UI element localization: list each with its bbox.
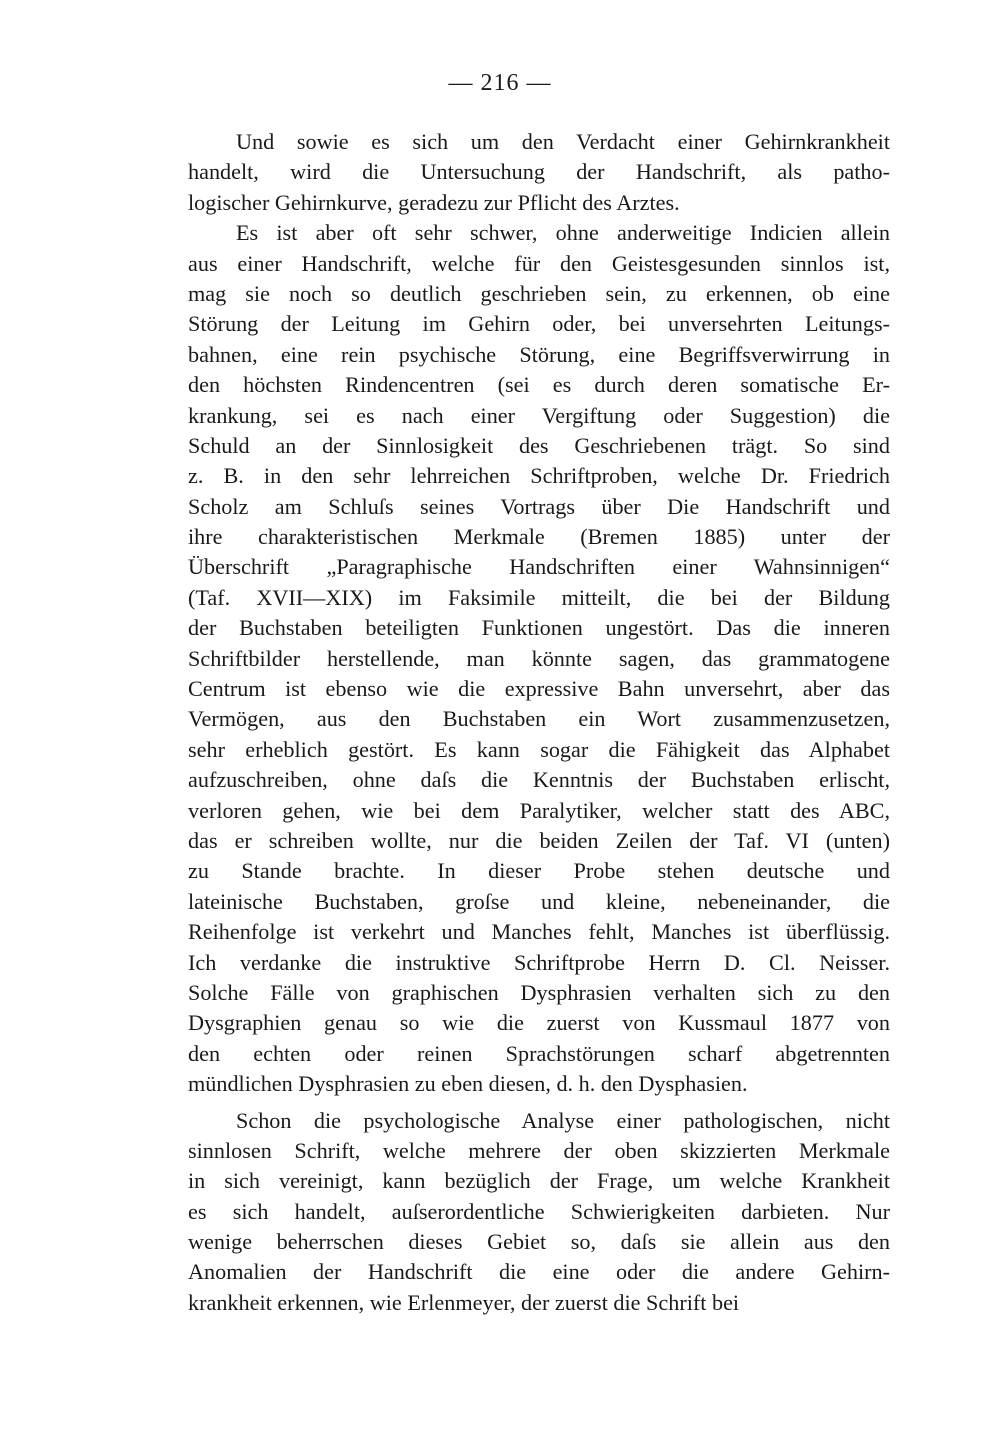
text-line: den echten oder reinen Sprachstörungen scharf abgetrennten <box>188 1040 890 1066</box>
text-line: Centrum ist ebenso wie die expressive Bahn unversehrt, aber das <box>188 676 890 702</box>
paragraph <box>188 127 890 218</box>
text-line: zu Stande brachte. In dieser Probe stehen deutsche und <box>188 858 890 884</box>
text-line: sehr erheblich gestört. Es kann sogar die Fähigkeit das Alphabet <box>188 736 890 762</box>
paragraph <box>188 1106 890 1319</box>
text-line: in sich vereinigt, kann bezüglich der Frage, um welche Krankheit <box>188 1168 890 1194</box>
text-line: logischer Gehirnkurve, geradezu zur Pflicht des Arztes. <box>188 189 680 215</box>
text-body <box>188 127 890 1318</box>
text-line: ihre charakteristischen Merkmale (Bremen 1885) unter der <box>188 524 890 550</box>
text-line: Dysgraphien genau so wie die zuerst von Kussmaul 1877 von <box>188 1010 890 1036</box>
text-line: sinnlosen Schrift, welche mehrere der oben skizzierten Merkmale <box>188 1137 890 1163</box>
text-line: der Buchstaben beteiligten Funktionen ungestört. Das die inneren <box>188 615 890 641</box>
text-line: Es ist aber oft sehr schwer, ohne anderweitige Indicien allein <box>236 220 890 246</box>
text-line: mündlichen Dysphrasien zu eben diesen, d. h. den Dysphasien. <box>188 1071 748 1097</box>
text-line: handelt, wird die Untersuchung der Handschrift, als patho- <box>188 159 890 185</box>
text-line: es sich handelt, auſserordentliche Schwierigkeiten darbieten. Nur <box>188 1198 890 1224</box>
text-line: Schuld an der Sinnlosigkeit des Geschriebenen trägt. So sind <box>188 432 890 458</box>
text-line: verloren gehen, wie bei dem Paralytiker, welcher statt des ABC, <box>188 797 890 823</box>
text-line: wenige beherrschen dieses Gebiet so, daſs sie allein aus den <box>188 1229 890 1255</box>
text-line: Ich verdanke die instruktive Schriftprobe Herrn D. Cl. Neisser. <box>188 949 890 975</box>
text-line: Solche Fälle von graphischen Dysphrasien verhalten sich zu den <box>188 979 890 1005</box>
text-line: Überschrift „Paragraphische Handschriften einer Wahnsinnigen“ <box>188 554 890 580</box>
text-line: mag sie noch so deutlich geschrieben sein, zu erkennen, ob eine <box>188 280 890 306</box>
text-line: Reihenfolge ist verkehrt und Manches fehlt, Manches ist überflüssig. <box>188 919 890 945</box>
text-line: krankung, sei es nach einer Vergiftung oder Suggestion) die <box>188 402 890 428</box>
text-line: z. B. in den sehr lehrreichen Schriftproben, welche Dr. Friedrich <box>188 463 890 489</box>
text-line: aufzuschreiben, ohne daſs die Kenntnis der Buchstaben erlischt, <box>188 767 890 793</box>
text-line: (Taf. XVII—XIX) im Faksimile mitteilt, die bei der Bildung <box>188 584 890 610</box>
text-line: lateinische Buchstaben, groſse und kleine, nebeneinander, die <box>188 888 890 914</box>
text-line: Scholz am Schluſs seines Vortrags über Die Handschrift und <box>188 493 890 519</box>
text-line: den höchsten Rindencentren (sei es durch deren somatische Er- <box>188 372 890 398</box>
paragraph <box>188 218 890 1099</box>
page-number: — 216 — <box>448 70 552 96</box>
text-line: aus einer Handschrift, welche für den Geistesgesunden sinnlos ist, <box>188 250 890 276</box>
text-line: Anomalien der Handschrift die eine oder die andere Gehirn- <box>188 1259 890 1285</box>
text-line: bahnen, eine rein psychische Störung, eine Begriffsverwirrung in <box>188 341 890 367</box>
text-line: Und sowie es sich um den Verdacht einer Gehirnkrankheit <box>236 129 890 154</box>
text-line: Schriftbilder herstellende, man könnte sagen, das grammatogene <box>188 645 890 671</box>
text-line: Schon die psychologische Analyse einer pathologischen, nicht <box>236 1107 890 1133</box>
text-line: Störung der Leitung im Gehirn oder, bei unversehrten Leitungs- <box>188 311 890 337</box>
text-line: krankheit erkennen, wie Erlenmeyer, der zuerst die Schrift bei <box>188 1289 740 1315</box>
text-line: das er schreiben wollte, nur die beiden Zeilen der Taf. VI (unten) <box>188 827 890 853</box>
text-line: Vermögen, aus den Buchstaben ein Wort zusammenzusetzen, <box>188 706 890 732</box>
